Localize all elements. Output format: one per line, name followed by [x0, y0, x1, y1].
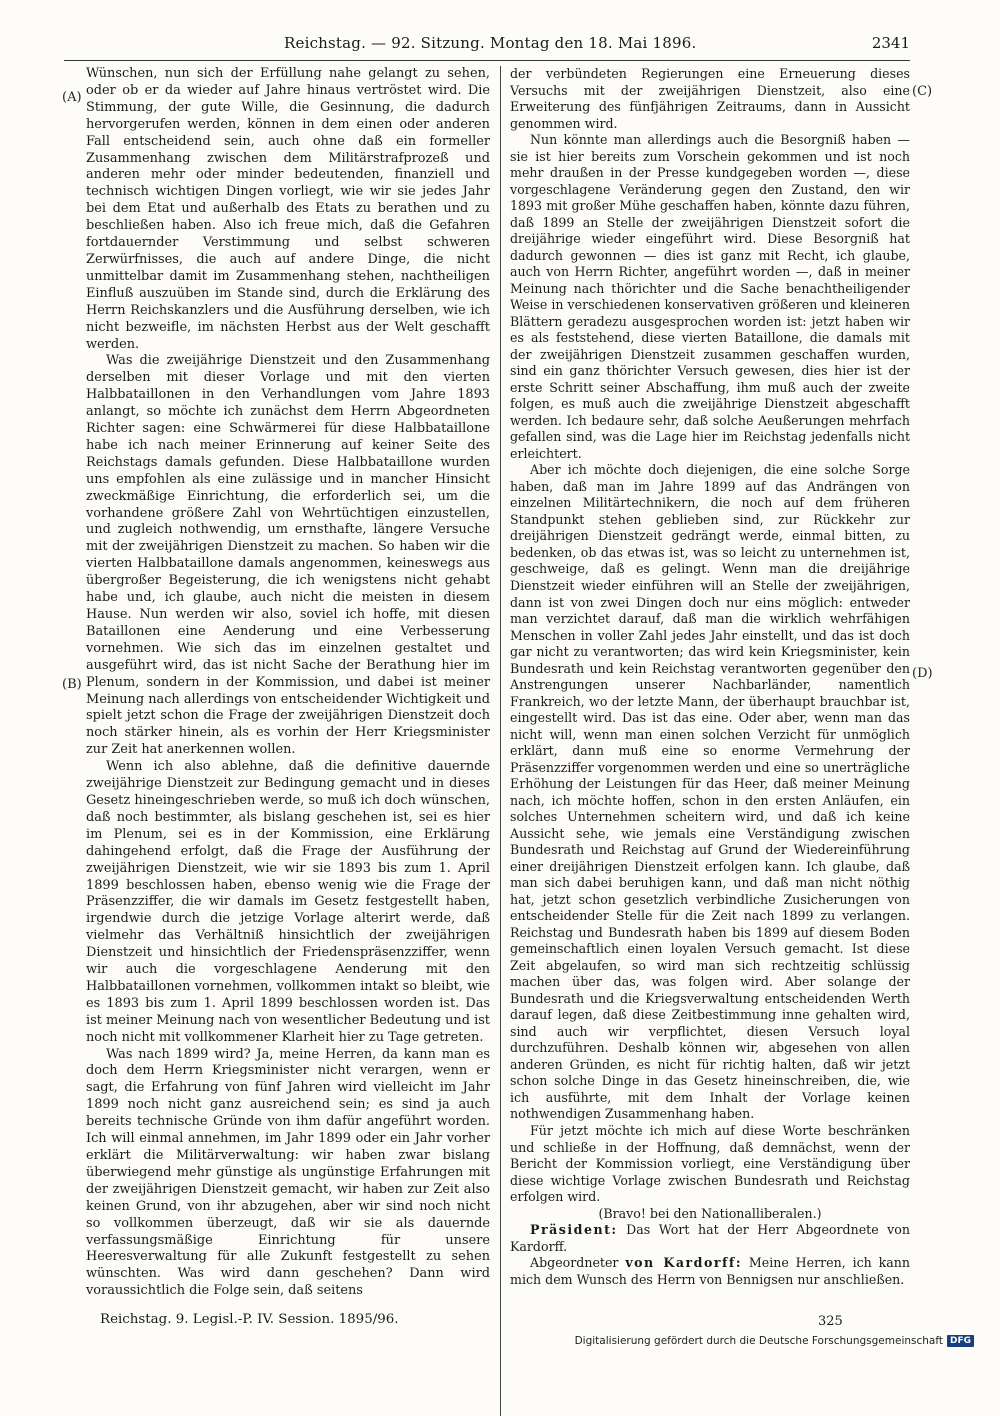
paragraph: Nun könnte man allerdings auch die Besorgniß haben — sie ist hier bereits zum Vorschein gekommen und ist noch mehr draußen in der Presse kundgegeben worden —, diese vorgeschlagene Veränderung gegen den Zustand, den wir 1893 mit großer Mühe geschaffen haben, könnte dazu führen, daß 1899 an Stelle der zweijährigen Dienstzeit sofort die dreijährige wieder eingeführt wird. Diese Besorgniß hat dadurch gewonnen — dies ist ganz mit Recht, ich glaube, auch von Herrn Richter, angeführt worden —, daß in meiner Meinung nach thörichter und die Sache benachtheiligender Weise in verschiedenen konservativen größeren und kleineren Blättern geradezu ausgesprochen worden ist: jetzt haben wir es als feststehend, diese vierten Bataillone, die damals mit der zweijährigen Dienstzeit zusammen geschaffen wurden, sind ein ganz thörichter Versuch gewesen, dies hier ist der erste Schritt seiner Abschaffung, ihm muß auch der zweite folgen, es muß auch die zweijährige Dienstzeit abgeschafft werden. Ich bedaure sehr, daß solche Aeußerungen mehrfach gefallen sind, was die Lage hier im Reichstag jedenfalls nicht erleichtert.	[510, 132, 910, 461]
dfg-credit-text: Digitalisierung gefördert durch die Deutsche Forschungsgemeinschaft	[574, 1335, 943, 1347]
page-number: 2341	[871, 34, 910, 52]
column-divider	[500, 66, 501, 1416]
applause-note: (Bravo! bei den Nationalliberalen.)	[598, 1205, 822, 1221]
speaker-statement	[510, 1255, 910, 1288]
president-statement	[510, 1222, 910, 1255]
sheet-number: 325	[818, 1314, 843, 1329]
speaker-prefix: Abgeordneter	[530, 1255, 619, 1271]
margin-marker-c: (C)	[912, 84, 933, 99]
session-footnote: Reichstag. 9. Legisl.-P. IV. Session. 1895/96.	[100, 1312, 399, 1327]
speaker-text: Meine Herren, ich kann mich dem Wunsch des Herrn von Bennigsen nur anschließen.	[510, 1255, 910, 1287]
paragraph: Für jetzt möchte ich mich auf diese Worte beschränken und schließe in der Hoffnung, daß demnächst, wenn der Bericht der Kommission vorliegt, eine Verständigung über diese wichtige Vorlage zwischen Bundesrath und Reichstag erfolgen wird.	[510, 1123, 910, 1205]
left-column	[86, 66, 490, 1300]
paragraph: Was nach 1899 wird? Ja, meine Herren, da kann man es doch dem Herrn Kriegsminister nicht verargen, wenn er sagt, die Erfahrung von fünf Jahren wird vielleicht im Jahr 1899 noch nicht ganz ausreichend sein; es sind ja auch bereits technische Gründe von ihm dafür angeführt worden. Ich will einmal annehmen, im Jahr 1899 oder ein Jahr vorher erklärt die Militärverwaltung: wir haben zwar bislang überwiegend mehr günstige als ungünstige Erfahrungen mit der zweijährigen Dienstzeit gemacht, wir haben zur Zeit also keinen Grund, von ihr abzugehen, aber wir sind noch nicht so vollkommen überzeugt, daß wir sie als dauernde verfassungsmäßige Einrichtung für unsere Heeresverwaltung für alle Zukunft festgestellt zu sehen wünschten. Was wird dann geschehen? Dann wird voraussichtlich die Folge sein, daß seitens	[86, 1046, 490, 1299]
margin-marker-b: (B)	[62, 677, 82, 692]
paragraph: Wünschen, nun sich der Erfüllung nahe gelangt zu sehen, oder ob er da wieder auf Jahre hinaus vertröstet wird. Die Stimmung, der gute Wille, die Gesinnung, die dadurch hervorgerufen werden, können in dem einen oder anderen Fall entscheidend sein, auch ohne daß ein formeller Zusammenhang zwischen dem Militärstrafprozeß und anderen mehr oder minder bedeutenden, finanziell und technisch wichtigen Dingen vorliegt, wie wir sie jedes Jahr bei dem Etat und außerhalb des Etats zu berathen und zu beschließen haben. Also ich freue mich, daß die Gefahren fortdauernder Verstimmung und selbst schweren Zerwürfnisses, die auch auf andere Dinge, die nicht unmittelbar damit im Zusammenhang stehen, nachtheiligen Einfluß auszuüben im Stande sind, durch die Erklärung des Herrn Reichskanzlers und die Ausführung derselben, wie ich nicht bezweifle, im nächsten Herbst aus der Welt geschafft werden.	[86, 66, 490, 352]
dfg-credit	[575, 1335, 974, 1347]
president-label: Präsident:	[530, 1222, 618, 1238]
paragraph: Aber ich möchte doch diejenigen, die eine solche Sorge haben, daß man im Jahre 1899 auf das Andrängen von einzelnen Militärtechnikern, die noch auf dem früheren Standpunkt stehen geblieben sind, zur Rückkehr zur dreijährigen Dienstzeit gedrängt werde, einmal bitten, zu bedenken, ob das etwas ist, was so leicht zu unternehmen ist, geschweige, daß es gelingt. Wenn man die dreijährige Dienstzeit wieder einführen will an Stelle der zweijährigen, dann ist von zwei Dingen doch nur eins möglich: entweder man verzichtet darauf, daß man die wirklich wehrfähigen Menschen in voller Zahl jedes Jahr einstellt, und das ist doch gar nicht zu verantworten; das wird kein Kriegsminister, kein Bundesrath und kein Reichstag verantworten gegenüber den Anstrengungen unserer Nachbarländer, namentlich Frankreich, wo der letzte Mann, der überhaupt brauchbar ist, eingestellt wird. Das ist das eine. Oder aber, wenn man das nicht will, wenn man einen solchen Verzicht für unmöglich erklärt, dann muß eine so enorme Vermehrung der Präsenzziffer vorgenommen werden und eine so unerträgliche Erhöhung der Leistungen für das Heer, daß meiner Meinung nach, ich möchte hoffen, schon in den ersten Anläufen, ein solches Unternehmen scheitern wird, und daß ich keine Aussicht sehe, wie jemals eine Verständigung zwischen Bundesrath und Reichstag auf Grund der Wiedereinführung einer dreijährigen Dienstzeit erfolgen kann. Ich glaube, daß man sich dabei beruhigen kann, und daß man nicht nöthig hat, jetzt schon gesetzlich verbindliche Zusicherungen von entscheidender Stelle für die Zeit nach 1899 zu verlangen. Reichstag und Bundesrath haben bis 1899 auf diesem Boden gemeinschaftlich einen loyalen Versuch gemacht. Ist diese Zeit abgelaufen, so wird man sich rechtzeitig schlüssig machen über das, was folgen wird. Aber solange der Bundesrath und die Kriegsverwaltung entscheidenden Werth darauf legen, daß diese Zeitbestimmung inne gehalten wird, sind auch wir verpflichtet, diesen Versuch loyal durchzuführen. Deshalb können wir, abgesehen von allen anderen Gründen, es nicht für richtig halten, daß wir jetzt schon solche Dinge in das Gesetz hineinschreiben, die, wie ich ausführte, mit dem Inhalt der Vorlage keinen nothwendigen Zusammenhang haben.	[510, 462, 910, 1122]
right-column	[510, 66, 910, 1288]
page-header	[64, 34, 910, 58]
paragraph: der verbündeten Regierungen eine Erneuerung dieses Versuchs mit der zweijährigen Dienstzeit, also eine Erweiterung des fünfjährigen Zeitraums, dann in Aussicht genommen wird.	[510, 66, 910, 131]
speaker-name: von Kardorff:	[625, 1255, 742, 1271]
running-title: Reichstag. — 92. Sitzung. Montag den 18. Mai 1896.	[284, 34, 697, 52]
president-text: Das Wort hat der Herr Abgeordnete von Kardorff.	[510, 1222, 910, 1254]
dfg-logo-icon: DFG	[947, 1335, 974, 1347]
header-rule	[64, 60, 910, 61]
margin-marker-d: (D)	[912, 666, 933, 681]
paragraph: Was die zweijährige Dienstzeit und den Zusammenhang derselben mit dieser Vorlage und mit den vierten Halbbataillonen in den Verhandlungen vom Jahre 1893 anlangt, so möchte ich zunächst dem Herrn Abgeordneten Richter sagen: eine Schwärmerei für diese Halbbataillone habe ich nach meiner Erinnerung auf keiner Seite des Reichstags damals gefunden. Diese Halbbataillone wurden uns empfohlen als eine zulässige und in mancher Hinsicht zweckmäßige Einrichtung, die erforderlich sei, um die vorhandene größere Zahl von Wehrtüchtigen einzustellen, und zugleich nothwendig, um ernsthafte, längere Versuche mit der zweijährigen Dienstzeit zu machen. So haben wir die vierten Halbbataillone damals angenommen, keineswegs aus übergroßer Begeisterung, die ich wenigstens nicht gehabt habe und, ich glaube, auch nicht die meisten in diesem Hause. Nun werden wir also, soviel ich hoffe, mit diesen Bataillonen eine Aenderung und eine Verbesserung vornehmen. Wie sich das im einzelnen gestaltet und ausgeführt wird, das ist nicht Sache der Berathung hier im Plenum, sondern in der Kommission, und dabei ist meiner Meinung nach allerdings von entscheidender Wichtigkeit und spielt jetzt schon die Frage der zweijährigen Dienstzeit doch noch stärker hinein, als es vorhin der Herr Kriegsminister zur Zeit hat anerkennen wollen.	[86, 353, 490, 758]
margin-marker-a: (A)	[62, 90, 82, 105]
paragraph: Wenn ich also ablehne, daß die definitive dauernde zweijährige Dienstzeit zur Bedingung gemacht und in dieses Gesetz hineingeschrieben werde, so muß ich doch wünschen, daß noch bestimmter, als bislang geschehen ist, sei es hier im Plenum, sei es in der Kommission, eine Erklärung dahingehend erfolgt, daß die Frage der Ausführung der zweijährigen Dienstzeit, wie wir sie 1893 bis zum 1. April 1899 beschlossen haben, ebenso wenig wie die Frage der Präsenzziffer, die wir damals im Gesetz festgestellt haben, irgendwie durch die jetzige Vorlage alterirt werde, daß vielmehr das Verhältniß hinsichtlich der zweijährigen Dienstzeit und hinsichtlich der Friedenspräsenzziffer, wenn wir auch die vorgeschlagene Aenderung mit den Halbbataillonen vornehmen, vollkommen intakt so bleibt, wie es 1893 bis zum 1. April 1899 beschlossen worden ist. Das ist meiner Meinung nach von wesentlicher Bedeutung und ist noch nicht mit vollkommener Klarheit hier zu Tage getreten.	[86, 759, 490, 1045]
